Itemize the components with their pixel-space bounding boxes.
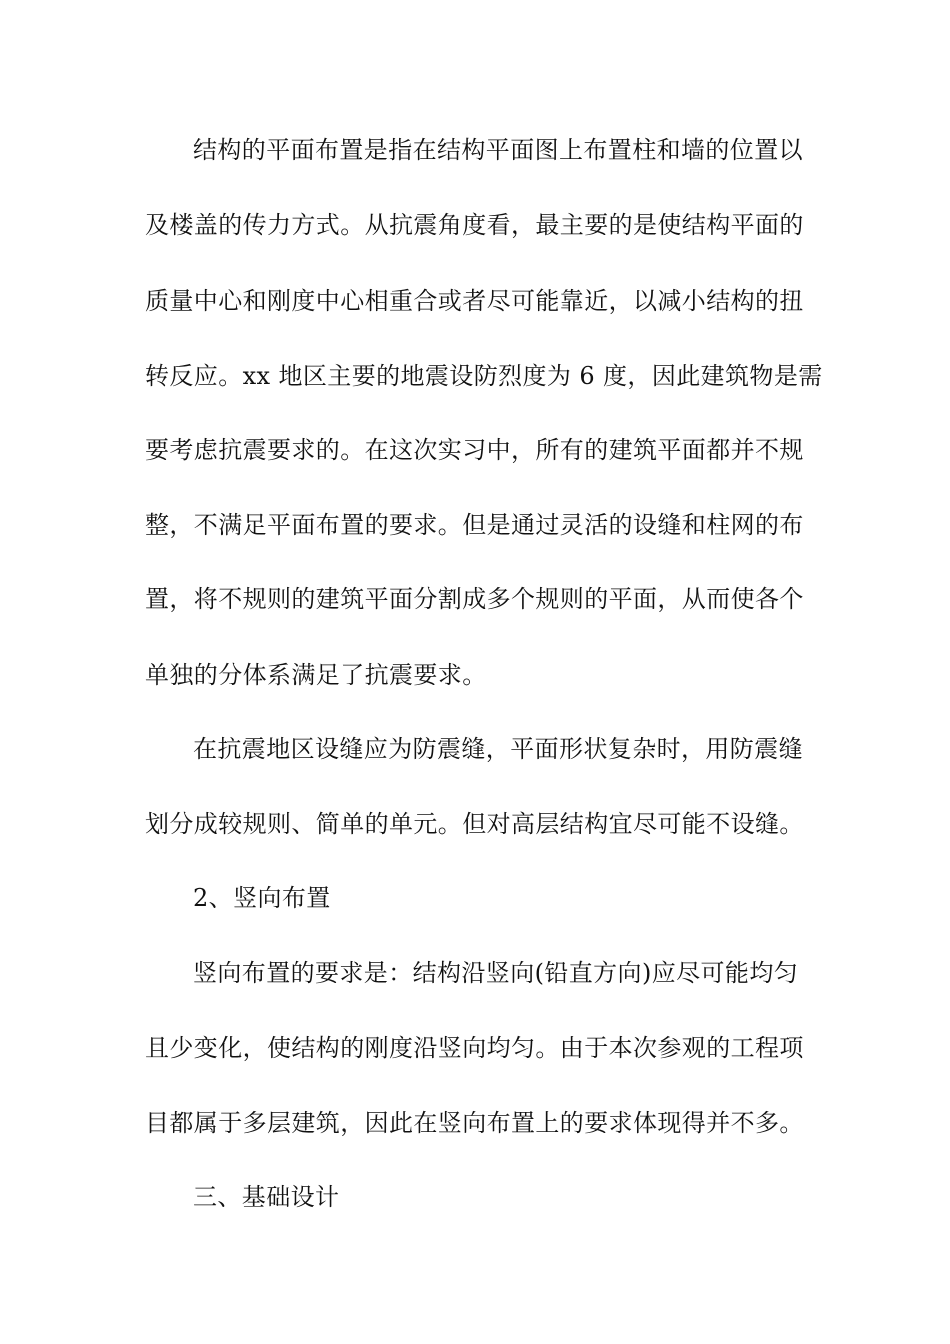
paragraph-line: 结构的平面布置是指在结构平面图上布置柱和墙的位置以 (193, 136, 803, 164)
paragraph-line: 目都属于多层建筑，因此在竖向布置上的要求体现得并不多。 (145, 1109, 804, 1137)
paragraph-line: 在抗震地区设缝应为防震缝，平面形状复杂时，用防震缝 (193, 735, 803, 763)
paragraph-line: 整，不满足平面布置的要求。但是通过灵活的设缝和柱网的布 (145, 511, 804, 539)
paragraph-line: 要考虑抗震要求的。在这次实习中，所有的建筑平面都并不规 (145, 436, 804, 464)
paragraph-line: 质量中心和刚度中心相重合或者尽可能靠近，以减小结构的扭 (145, 287, 804, 315)
paragraph-line: 转反应。xx 地区主要的地震设防烈度为 6 度，因此建筑物是需 (145, 362, 823, 390)
paragraph-line: 及楼盖的传力方式。从抗震角度看，最主要的是使结构平面的 (145, 211, 804, 239)
section-heading: 2、竖向布置 (193, 884, 331, 912)
paragraph-line: 划分成较规则、简单的单元。但对高层结构宜尽可能不设缝。 (145, 810, 804, 838)
paragraph-line: 单独的分体系满足了抗震要求。 (145, 661, 487, 689)
paragraph-line: 且少变化，使结构的刚度沿竖向均匀。由于本次参观的工程项 (145, 1034, 804, 1062)
paragraph-line: 置，将不规则的建筑平面分割成多个规则的平面，从而使各个 (145, 585, 804, 613)
section-heading: 三、基础设计 (193, 1183, 340, 1211)
paragraph-line: 竖向布置的要求是：结构沿竖向(铅直方向)应尽可能均匀 (193, 959, 799, 987)
